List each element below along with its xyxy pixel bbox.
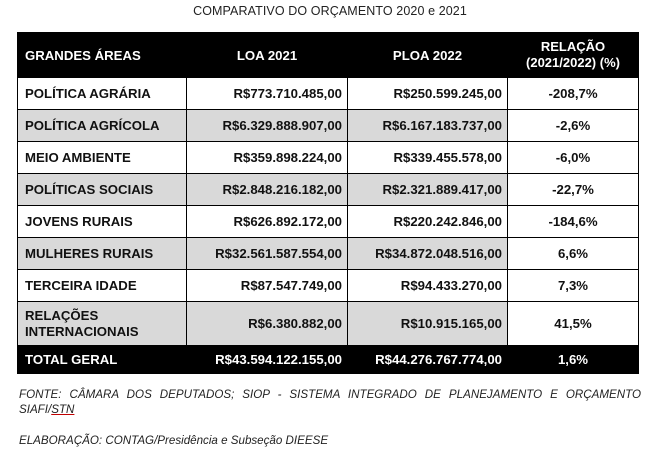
header-area: GRANDES ÁREAS (18, 33, 187, 78)
row-loa: R$87.547.749,00 (187, 270, 348, 302)
header-ploa-2022: PLOA 2022 (348, 33, 508, 78)
header-relacao-line2: (2021/2022) (%) (526, 55, 620, 70)
total-row (18, 346, 639, 374)
row-relacao: -184,6% (508, 206, 639, 238)
table-row (18, 174, 639, 206)
row-loa: R$6.329.888.907,00 (187, 110, 348, 142)
table-row (18, 78, 639, 110)
row-relacao: -208,7% (508, 78, 639, 110)
total-area: TOTAL GERAL (18, 346, 187, 374)
row-loa: R$359.898.224,00 (187, 142, 348, 174)
table-row (18, 238, 639, 270)
budget-table (17, 32, 639, 374)
row-area: RELAÇÕES INTERNACIONAIS (18, 302, 187, 346)
table-row (18, 302, 639, 346)
row-loa: R$2.848.216.182,00 (187, 174, 348, 206)
row-ploa: R$220.242.846,00 (348, 206, 508, 238)
table-row (18, 270, 639, 302)
row-area: TERCEIRA IDADE (18, 270, 187, 302)
row-area: MEIO AMBIENTE (18, 142, 187, 174)
row-relacao: 7,3% (508, 270, 639, 302)
row-area: POLÍTICAS SOCIAIS (18, 174, 187, 206)
source-underlined: STN (51, 403, 75, 416)
row-ploa: R$10.915.165,00 (348, 302, 508, 346)
row-ploa: R$339.455.578,00 (348, 142, 508, 174)
total-loa: R$43.594.122.155,00 (187, 346, 348, 374)
row-relacao: 6,6% (508, 238, 639, 270)
row-relacao: 41,5% (508, 302, 639, 346)
table-row (18, 142, 639, 174)
header-relacao (508, 33, 639, 78)
table-row (18, 206, 639, 238)
row-relacao: -6,0% (508, 142, 639, 174)
row-ploa: R$94.433.270,00 (348, 270, 508, 302)
header-loa-2021: LOA 2021 (187, 33, 348, 78)
table-row (18, 110, 639, 142)
row-ploa: R$34.872.048.516,00 (348, 238, 508, 270)
row-area: JOVENS RURAIS (18, 206, 187, 238)
elaboration-note: ELABORAÇÃO: CONTAG/Presidência e Subseção DIEESE (19, 434, 329, 447)
row-relacao: -2,6% (508, 110, 639, 142)
page-title: COMPARATIVO DO ORÇAMENTO 2020 e 2021 (193, 4, 467, 18)
total-relacao: 1,6% (508, 346, 639, 374)
row-loa: R$773.710.485,00 (187, 78, 348, 110)
row-ploa: R$2.321.889.417,00 (348, 174, 508, 206)
row-ploa: R$6.167.183.737,00 (348, 110, 508, 142)
total-ploa: R$44.276.767.774,00 (348, 346, 508, 374)
source-note (19, 387, 641, 417)
header-row (18, 33, 639, 78)
row-relacao: -22,7% (508, 174, 639, 206)
row-area: POLÍTICA AGRÍCOLA (18, 110, 187, 142)
row-ploa: R$250.599.245,00 (348, 78, 508, 110)
header-relacao-line1: RELAÇÃO (540, 39, 606, 54)
row-loa: R$32.561.587.554,00 (187, 238, 348, 270)
source-text: FONTE: CÂMARA DOS DEPUTADOS; SIOP - SISTEMA INTEGRADO DE PLANEJAMENTO E ORÇAMENTO SIAFI/ (19, 388, 641, 416)
row-area: POLÍTICA AGRÁRIA (18, 78, 187, 110)
row-loa: R$626.892.172,00 (187, 206, 348, 238)
row-loa: R$6.380.882,00 (187, 302, 348, 346)
row-area: MULHERES RURAIS (18, 238, 187, 270)
